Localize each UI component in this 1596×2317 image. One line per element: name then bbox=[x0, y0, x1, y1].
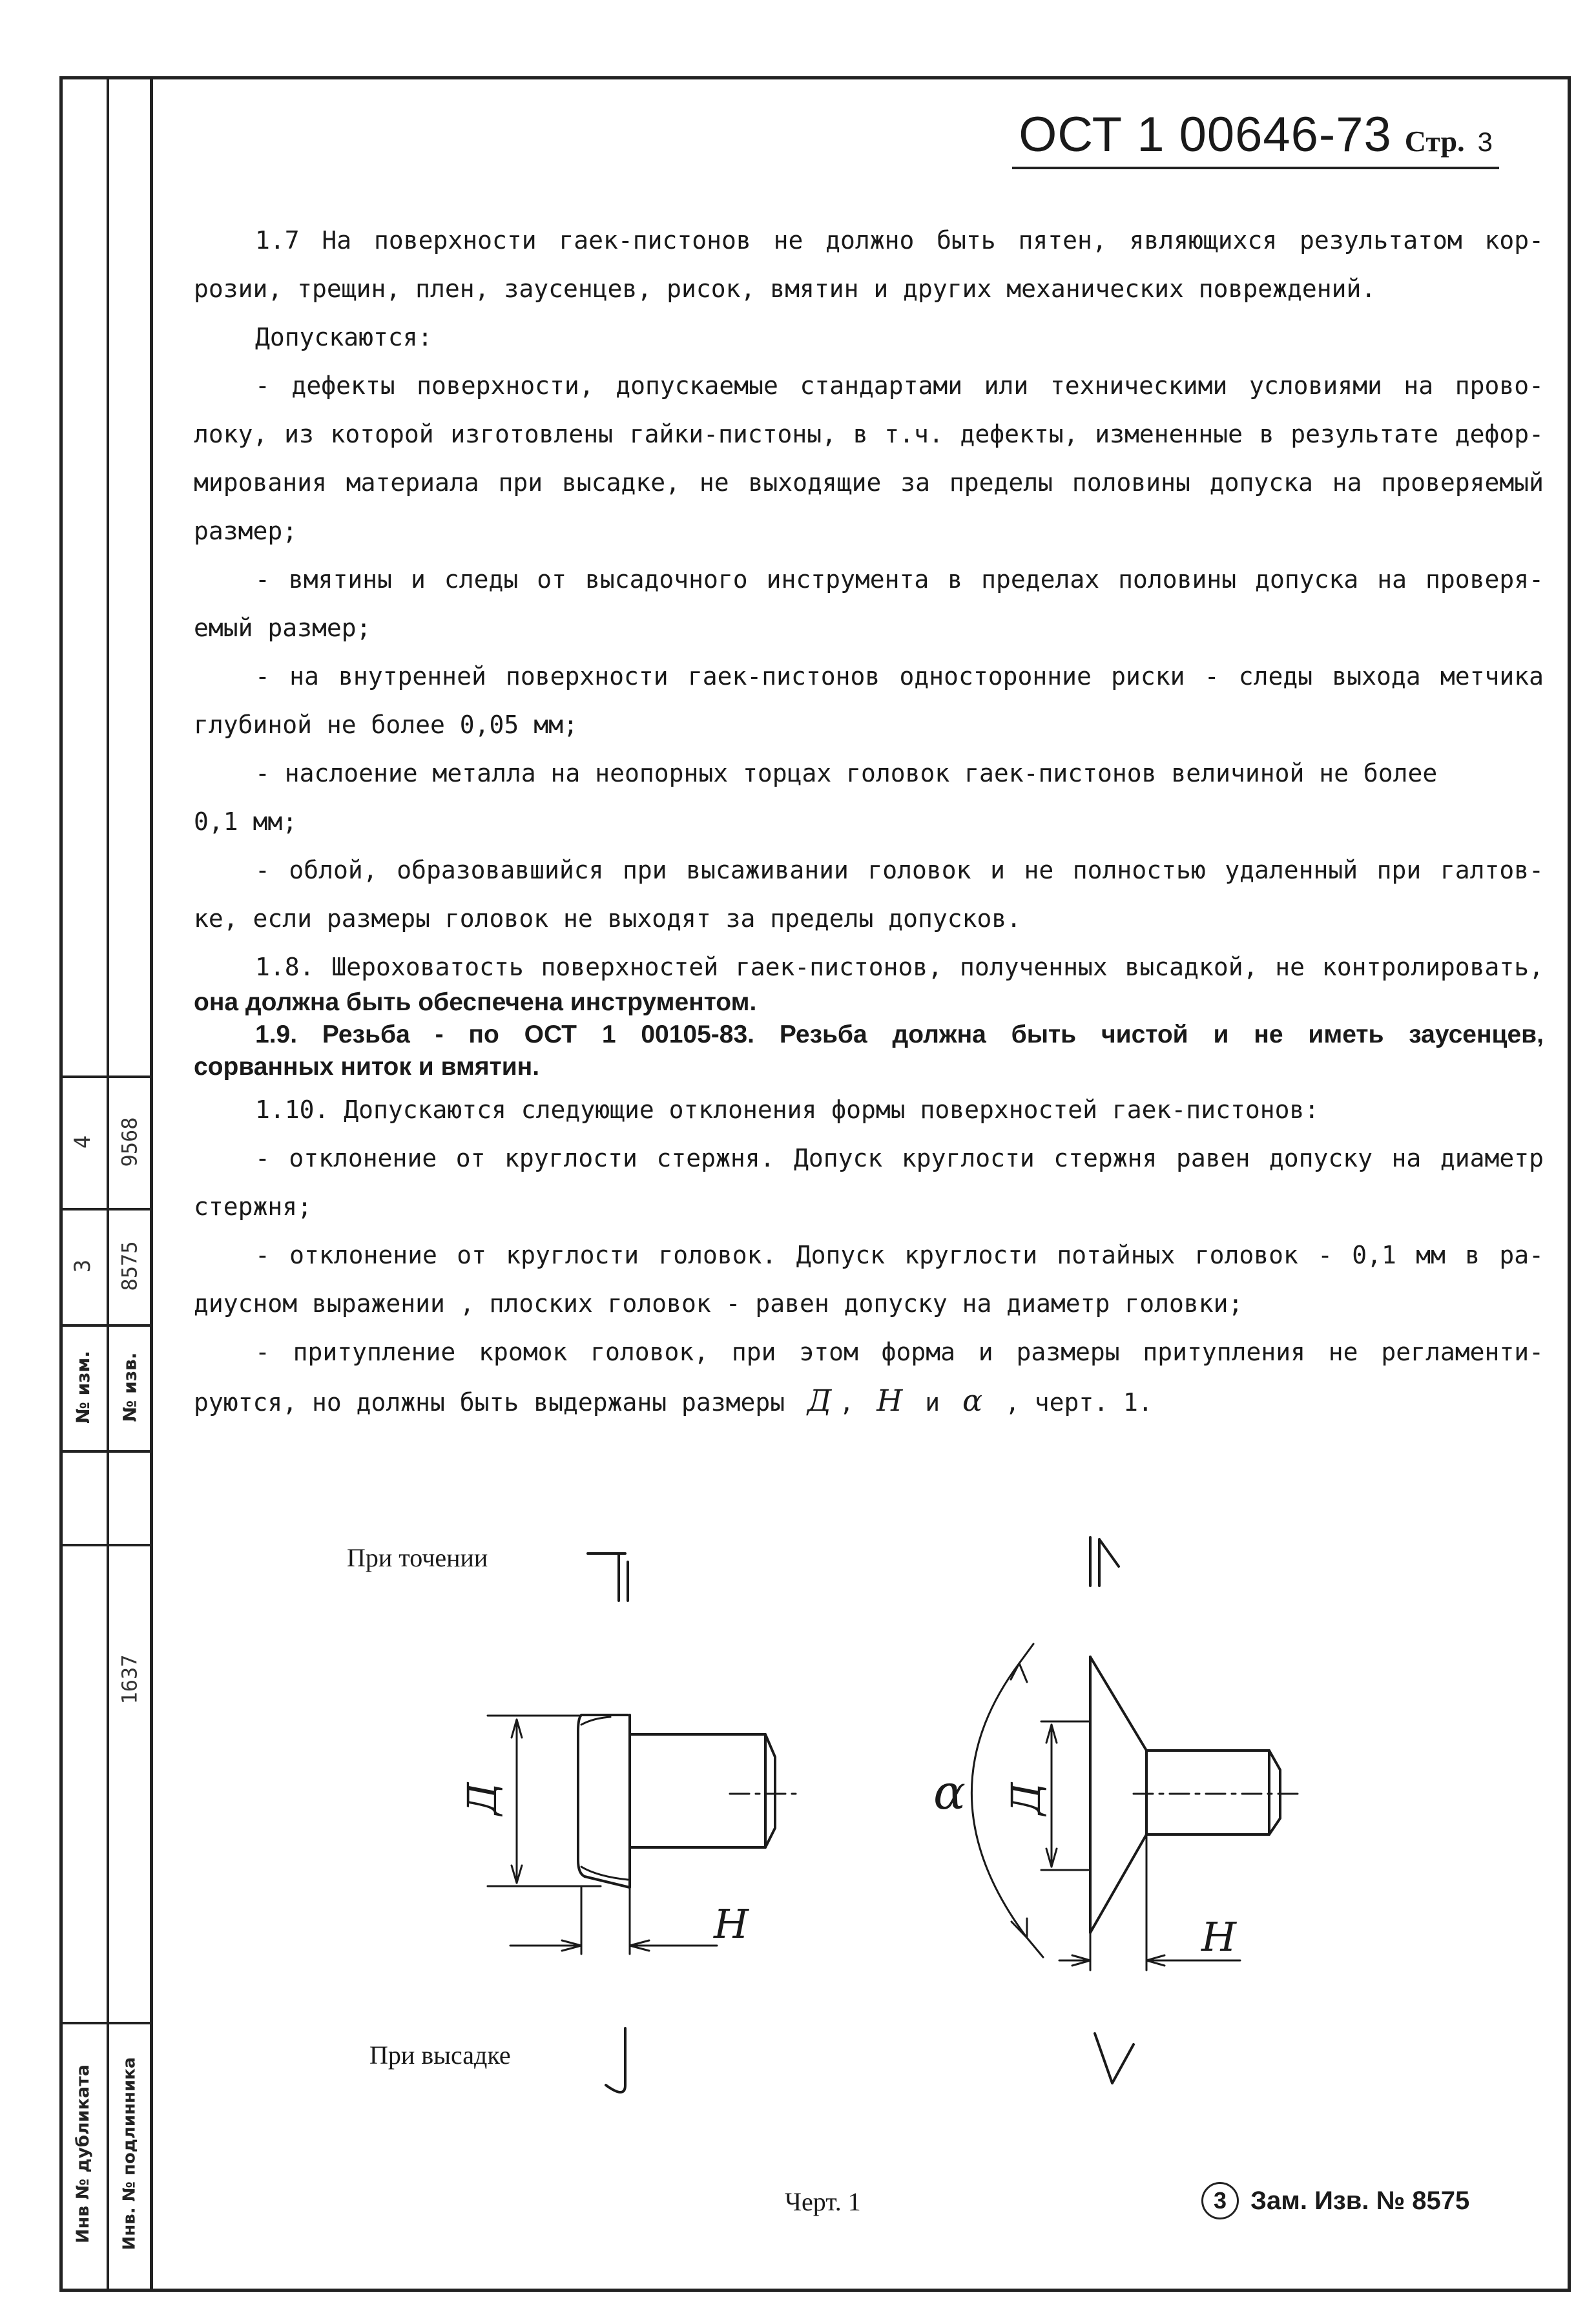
dim-alpha-text: α bbox=[933, 1765, 966, 1820]
dim-h-left-text: Н bbox=[714, 1900, 749, 1948]
defect-1-line2: локу, из которой изготовлены гайки-пистоны, в т.ч. дефекты, измененные в результате дефор- bbox=[194, 420, 1544, 448]
form-1-line1: - отклонение от круглости стержня. Допуск круглости стержня равен допуску на диаметр bbox=[255, 1144, 1544, 1172]
defect-1-line4: размер; bbox=[194, 517, 298, 545]
form-3-line1: - притупление кромок головок, при этом форма и размеры притупления не регламенти- bbox=[255, 1338, 1544, 1366]
form-2-line2: диусном выражении , плоских головок - равен допуску на диаметр головки; bbox=[194, 1289, 1243, 1318]
para-1-8-line2: она должна быть обеспечена инструментом. bbox=[194, 988, 757, 1016]
symbol-comma: , bbox=[839, 1388, 855, 1417]
para-1-9-line1: 1.9. Резьба - по ОСТ 1 00105-83. Резьба должна быть чистой и не иметь заусенцев, bbox=[255, 1021, 1544, 1048]
para-1-10: 1.10. Допускаются следующие отклонения формы поверхностей гаек-пистонов: bbox=[255, 1096, 1320, 1124]
defect-5-line1: - облой, образовавшийся при высаживании головок и не полностью удаленный при галтов- bbox=[255, 856, 1544, 884]
label-turning: При точении bbox=[347, 1543, 488, 1572]
left-part-outline bbox=[578, 1715, 775, 1887]
defect-3-line1: - на внутренней поверхности гаек-пистонов односторонние риски - следы выхода метчика bbox=[255, 662, 1544, 691]
page-label: Стр. bbox=[1404, 125, 1465, 158]
dim-h-right-text: Н bbox=[1201, 1913, 1237, 1960]
revision-stamp bbox=[1201, 2182, 1469, 2219]
section-mark-bottom-left bbox=[606, 2028, 625, 2092]
form-3-text-pre: руются, но должны быть выдержаны размеры bbox=[194, 1388, 785, 1417]
dim-d-left-text: Д bbox=[459, 1782, 506, 1815]
para-1-8-line1: 1.8. Шероховатость поверхностей гаек-пистонов, полученных высадкой, не контролировать, bbox=[255, 953, 1544, 981]
defect-2-line2: емый размер; bbox=[194, 614, 371, 642]
strip-label-duplicate: Инв № дубликата bbox=[73, 2064, 93, 2243]
standard-code: ОСТ 1 00646-73 bbox=[1019, 107, 1392, 162]
defect-2-line1: - вмятины и следы от высадочного инструмента в пределах половины допуска на проверя- bbox=[255, 565, 1544, 594]
strip-inv-number: 1637 bbox=[117, 1654, 142, 1705]
para-1-7-line1: 1.7 На поверхности гаек-пистонов не должно быть пятен, являющихся результатом кор- bbox=[255, 226, 1544, 255]
revision-circle-number: 3 bbox=[1201, 2182, 1239, 2219]
section-mark-bottom-right bbox=[1095, 2033, 1134, 2083]
strip-label-notice-no: № изв. bbox=[119, 1352, 140, 1422]
strip-revision-no-1: 3 bbox=[70, 1259, 96, 1273]
section-mark-top-right bbox=[1090, 1537, 1119, 1586]
figure-caption: Черт. 1 bbox=[785, 2187, 861, 2216]
section-mark-top-left bbox=[588, 1553, 628, 1601]
form-1-line2: стержня; bbox=[194, 1192, 313, 1221]
symbol-d: Д bbox=[807, 1383, 832, 1418]
dim-d-right-text: Д bbox=[1002, 1782, 1050, 1815]
strip-revision-no-2: 4 bbox=[70, 1135, 96, 1148]
defect-4-line1: - наслоение металла на неопорных торцах головок гаек-пистонов величиной не более bbox=[255, 759, 1438, 787]
symbol-alpha: α bbox=[962, 1383, 983, 1418]
strip-label-original: Инв. № подлинника bbox=[119, 2057, 140, 2250]
left-dim-h bbox=[510, 1886, 717, 1954]
defect-1-line1: - дефекты поверхности, допускаемые стандартами или техническими условиями на прово- bbox=[255, 371, 1544, 400]
strip-notice-no-2: 9568 bbox=[117, 1116, 142, 1167]
strip-label-rev-no: № изм. bbox=[72, 1351, 94, 1424]
page-number: 3 bbox=[1477, 127, 1493, 157]
defect-1-line3: мирования материала при высадке, не выходящие за пределы половины допуска на проверяемый bbox=[194, 468, 1544, 497]
form-3-text-post: , черт. 1. bbox=[1004, 1388, 1153, 1417]
revision-text: Зам. Изв. № 8575 bbox=[1250, 2186, 1470, 2215]
defect-4-line2: 0,1 мм; bbox=[194, 807, 298, 836]
label-upsetting: При высадке bbox=[369, 2041, 511, 2070]
symbol-h: Н bbox=[876, 1383, 903, 1418]
allowed-heading: Допускаются: bbox=[255, 323, 433, 351]
defect-5-line2: ке, если размеры головок не выходят за пределы допусков. bbox=[194, 904, 1022, 933]
symbol-and: и bbox=[925, 1388, 940, 1417]
form-2-line1: - отклонение от круглости головок. Допуск круглости потайных головок - 0,1 мм в ра- bbox=[255, 1241, 1544, 1269]
para-1-7-line2: розии, трещин, плен, заусенцев, рисок, вмятин и других механических повреждений. bbox=[194, 275, 1376, 303]
para-1-9-line2: сорванных ниток и вмятин. bbox=[194, 1053, 540, 1081]
defect-3-line2: глубиной не более 0,05 мм; bbox=[194, 711, 578, 739]
strip-notice-no-1: 8575 bbox=[117, 1241, 142, 1291]
